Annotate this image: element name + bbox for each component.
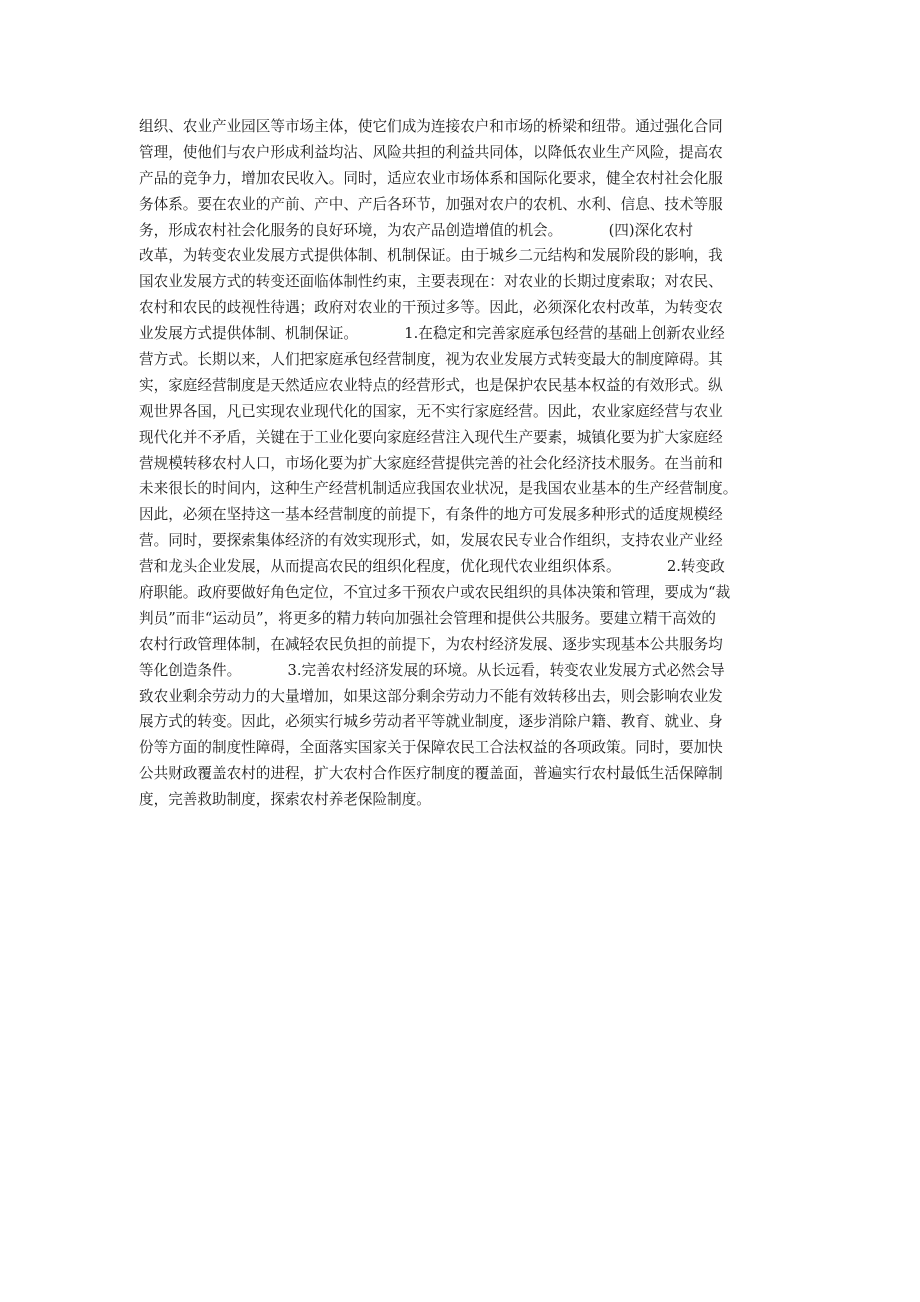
- text-line: 务，形成农村社会化服务的良好环境，为农产品创造增值的机会。 (四)深化农村: [139, 221, 693, 239]
- text-line: 实，家庭经营制度是天然适应农业特点的经营形式，也是保护农民基本权益的有效形式。纵: [139, 376, 723, 394]
- text-line: 等化创造条件。 3.完善农村经济发展的环境。从长远看，转变农业发展方式必然会导: [139, 661, 725, 679]
- text-line: 判员”而非“运动员”，将更多的精力转向加强社会管理和提供公共服务。要建立精干高效的: [139, 609, 716, 627]
- text-line: 营。同时，要探索集体经济的有效实现形式，如，发展农民专业合作组织，支持农业产业经: [139, 532, 723, 550]
- text-line: 营规模转移农村人口，市场化要为扩大家庭经营提供完善的社会化经济技术服务。在当前和: [139, 454, 723, 472]
- text-line: 现代化并不矛盾，关键在于工业化要向家庭经营注入现代生产要素，城镇化要为扩大家庭经: [139, 428, 723, 446]
- text-line: 份等方面的制度性障碍，全面落实国家关于保障农民工合法权益的各项政策。同时，要加快: [139, 739, 723, 757]
- text-line: 度，完善救助制度，探索农村养老保险制度。: [139, 791, 431, 809]
- text-line: 因此，必须在坚持这一基本经营制度的前提下，有条件的地方可发展多种形式的适度规模经: [139, 506, 723, 524]
- text-line: 组织、农业产业园区等市场主体，使它们成为连接农户和市场的桥梁和纽带。通过强化合同: [139, 118, 723, 135]
- text-line: 农村和农民的歧视性待遇；政府对农业的干预过多等。因此，必须深化农村改革，为转变农: [139, 299, 723, 317]
- text-line: 管理，使他们与农户形成利益均沾、风险共担的利益共同体，以降低农业生产风险，提高农: [139, 143, 723, 161]
- text-line: 公共财政覆盖农村的进程，扩大农村合作医疗制度的覆盖面，普遍实行农村最低生活保障制: [139, 765, 723, 783]
- text-line: 营方式。长期以来，人们把家庭承包经营制度，视为农业发展方式转变最大的制度障碍。其: [139, 351, 723, 369]
- text-line: 致农业剩余劳动力的大量增加，如果这部分剩余劳动力不能有效转移出去，则会影响农业发: [139, 687, 723, 705]
- text-line: 农村行政管理体制，在减轻农民负担的前提下，为农村经济发展、逐步实现基本公共服务均: [139, 635, 723, 653]
- text-line: 观世界各国，凡已实现农业现代化的国家，无不实行家庭经营。因此，农业家庭经营与农业: [139, 402, 723, 420]
- text-line: 未来很长的时间内，这种生产经营机制适应我国农业状况，是我国农业基本的生产经营制度。: [139, 480, 738, 498]
- text-line: 展方式的转变。因此，必须实行城乡劳动者平等就业制度，逐步消除户籍、教育、就业、身: [139, 713, 723, 731]
- text-line: 国农业发展方式的转变还面临体制性约束，主要表现在：对农业的长期过度索取；对农民、: [139, 273, 723, 291]
- text-line: 改革，为转变农业发展方式提供体制、机制保证。由于城乡二元结构和发展阶段的影响，我: [139, 247, 723, 265]
- text-line: 产品的竞争力，增加农民收入。同时，适应农业市场体系和国际化要求，健全农村社会化服: [139, 169, 723, 187]
- text-line: 业发展方式提供体制、机制保证。 1.在稳定和完善家庭承包经营的基础上创新农业经: [139, 325, 725, 343]
- text-line: 府职能。政府要做好角色定位，不宜过多干预农户或农民组织的具体决策和管理，要成为“裁: [139, 584, 731, 602]
- text-line: 务体系。要在农业的产前、产中、产后各环节，加强对农户的农机、水利、信息、技术等服: [139, 195, 723, 213]
- text-line: 营和龙头企业发展，从而提高农民的组织化程度，优化现代农业组织体系。 2.转变政: [139, 558, 725, 576]
- body-text: [139, 114, 799, 813]
